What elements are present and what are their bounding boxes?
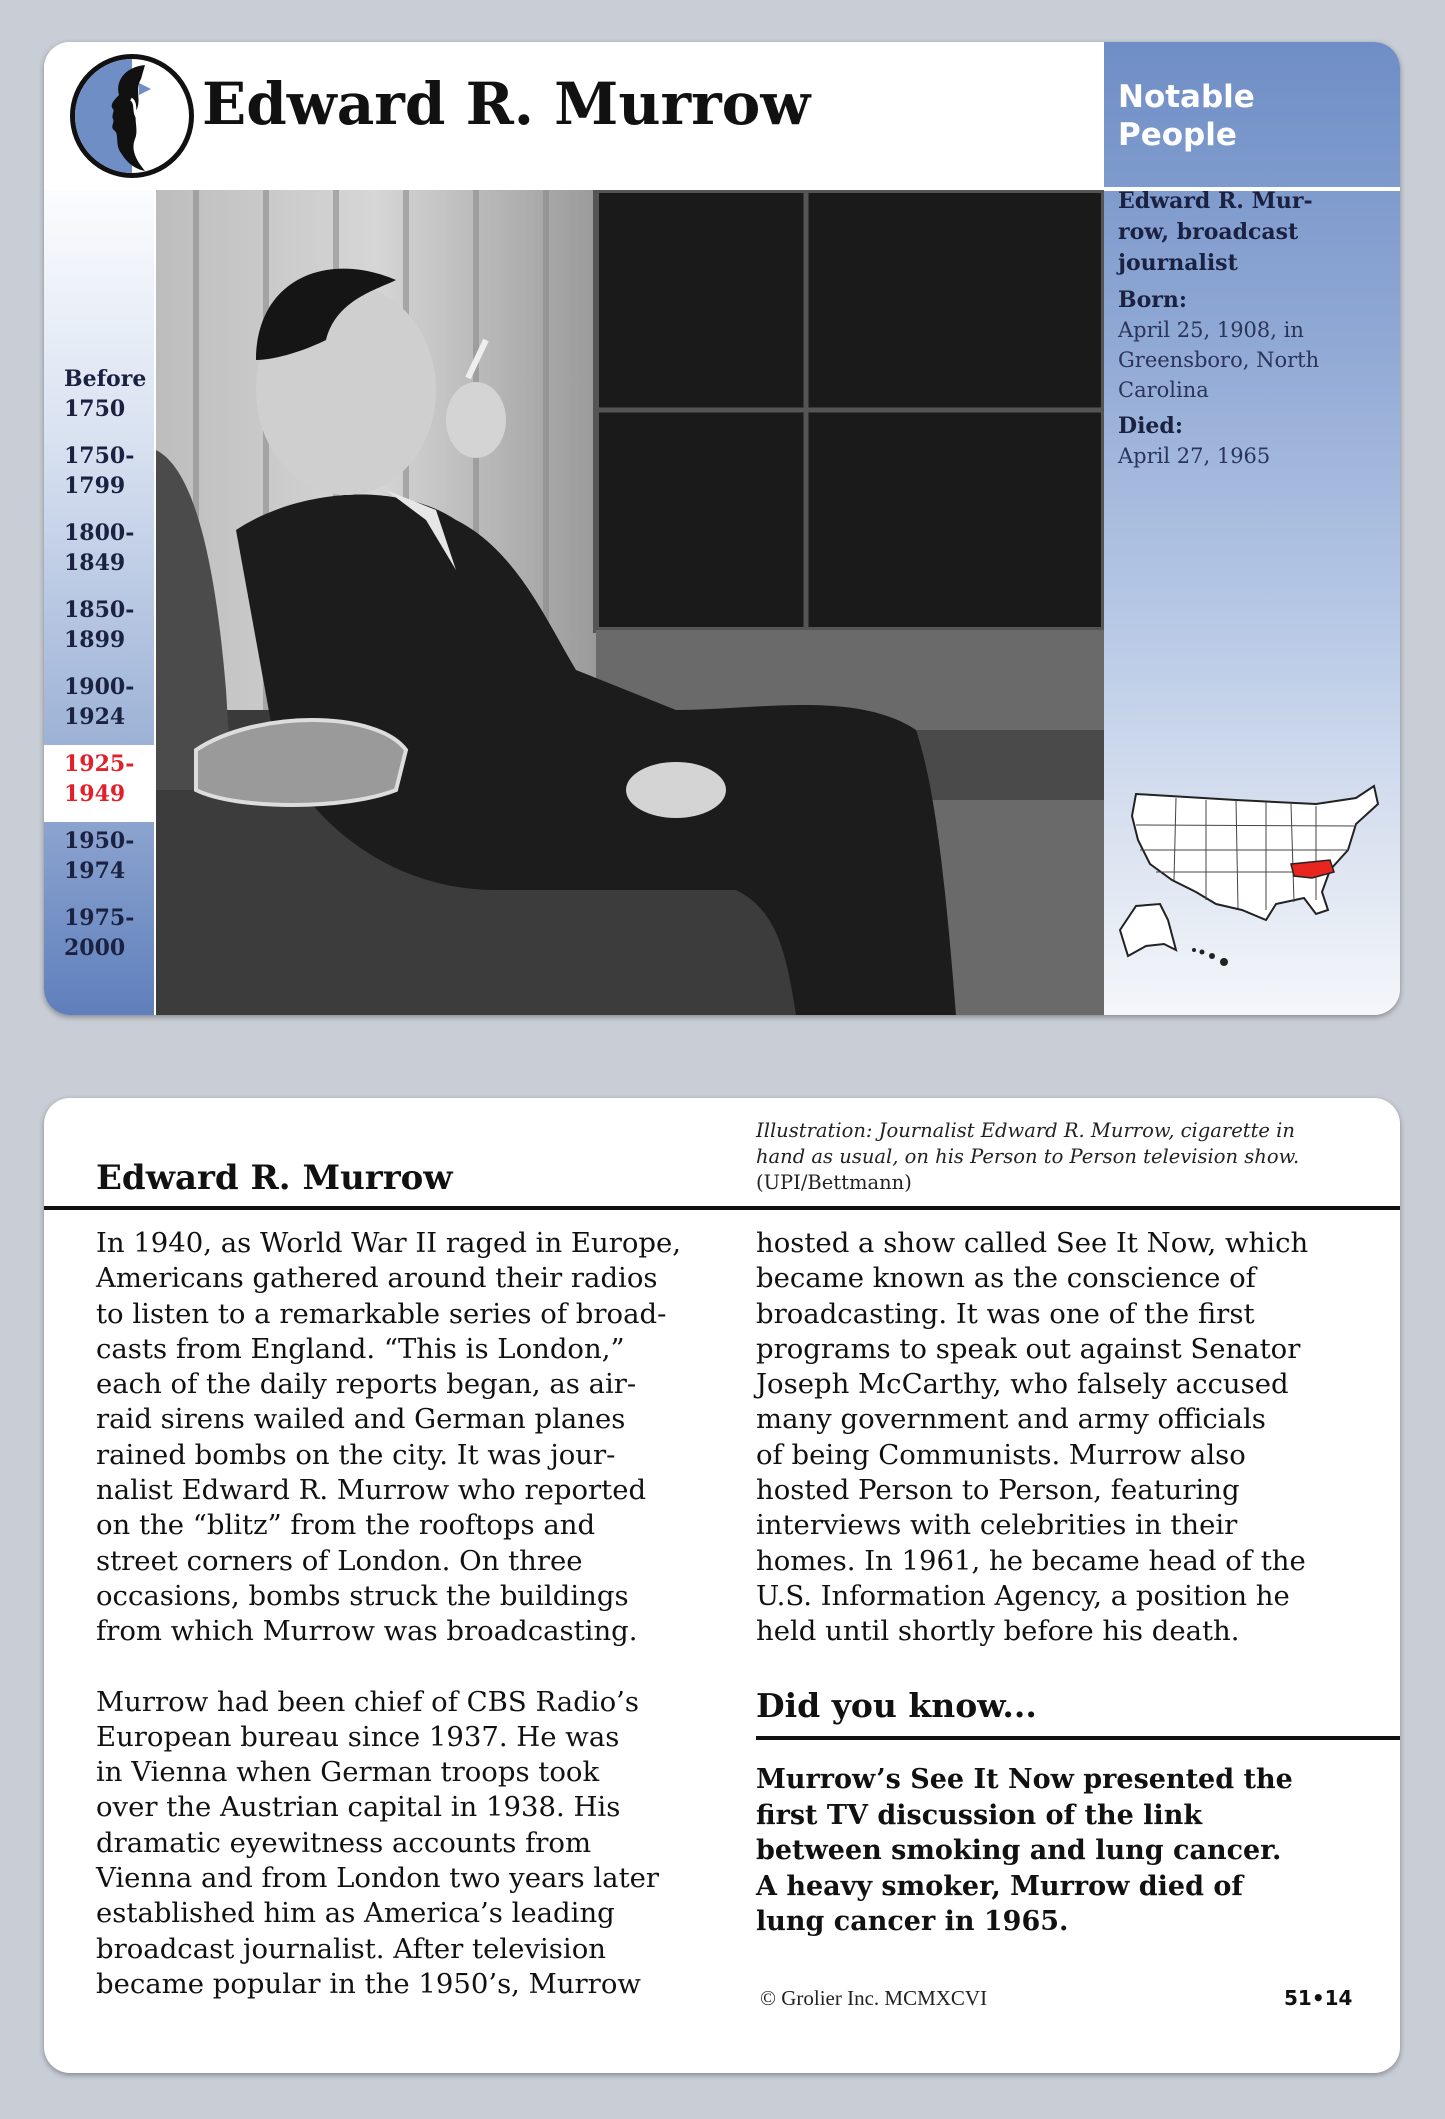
- timeline-period: 1975- 2000: [64, 905, 135, 961]
- person-description: Edward R. Mur- row, broadcast journalist: [1118, 188, 1313, 276]
- body-line: broadcast journalist. After television: [96, 1932, 606, 1965]
- body-column-left: [96, 1226, 686, 2002]
- us-map-icon: [1116, 780, 1388, 970]
- copyright: © Grolier Inc. MCMXCVI: [760, 1986, 988, 2010]
- profile-logo-icon: [70, 54, 194, 178]
- card-title: Edward R. Murrow: [202, 70, 811, 138]
- body-line: European bureau since 1937. He was: [96, 1720, 620, 1753]
- front-card: [44, 42, 1400, 1015]
- timeline-period: 1800- 1849: [64, 520, 135, 576]
- timeline: [44, 360, 154, 976]
- body-line: nalist Edward R. Murrow who reported: [96, 1474, 647, 1507]
- body-line: Joseph McCarthy, who falsely accused: [756, 1368, 1289, 1401]
- divider: [756, 1736, 1400, 1740]
- body-line: to listen to a remarkable series of broad-: [96, 1297, 667, 1330]
- body-line: programs to speak out against Senator: [756, 1332, 1301, 1365]
- body-line: over the Austrian capital in 1938. His: [96, 1791, 621, 1824]
- body-line: Vienna and from London two years later: [96, 1862, 660, 1895]
- portrait-photo: [156, 190, 1104, 1015]
- body-line: interviews with celebrities in their: [756, 1509, 1238, 1542]
- body-column-right: [756, 1226, 1366, 1650]
- body-line: established him as America’s leading: [96, 1897, 615, 1930]
- timeline-period-active: 1925- 1949: [44, 745, 154, 822]
- timeline-period: 1950- 1974: [64, 828, 135, 884]
- photo-caption: Illustration: Journalist Edward R. Murrow, cigarette in hand as usual, on his Person to Person television show. (UPI/Bettmann): [756, 1119, 1300, 1194]
- body-line: of being Communists. Murrow also: [756, 1438, 1246, 1471]
- body-line: became known as the conscience of: [756, 1262, 1256, 1295]
- body-line: occasions, bombs struck the buildings: [96, 1579, 629, 1612]
- body-line: hosted Person to Person, featuring: [756, 1474, 1240, 1507]
- body-line: U.S. Information Agency, a position he: [756, 1579, 1290, 1612]
- body-line: Americans gathered around their radios: [96, 1262, 658, 1295]
- body-line: on the “blitz” from the rooftops and: [96, 1509, 596, 1542]
- timeline-period: 1750- 1799: [64, 443, 135, 499]
- body-line: broadcasting. It was one of the first: [756, 1297, 1255, 1330]
- body-line: dramatic eyewitness accounts from: [96, 1826, 592, 1859]
- timeline-period: 1900- 1924: [64, 674, 135, 730]
- body-line: held until shortly before his death.: [756, 1615, 1240, 1648]
- body-line: many government and army officials: [756, 1403, 1266, 1436]
- body-line: In 1940, as World War II raged in Europe,: [96, 1227, 682, 1259]
- divider: [44, 1206, 1400, 1210]
- did-you-know-text: Murrow’s See It Now presented the first TV discussion of the link between smoking and lung cancer. A heavy smoker, Murrow died of lung cancer in 1965.: [756, 1764, 1293, 1937]
- died-value: April 27, 1965: [1118, 444, 1271, 468]
- died-label: Died:: [1118, 413, 1183, 439]
- body-line: street corners of London. On three: [96, 1544, 583, 1577]
- body-line: in Vienna when German troops took: [96, 1756, 600, 1789]
- body-line: Murrow had been chief of CBS Radio’s: [96, 1685, 640, 1718]
- back-title: Edward R. Murrow: [96, 1158, 453, 1198]
- category-label: Notable People: [1118, 79, 1255, 153]
- body-line: each of the daily reports began, as air-: [96, 1368, 637, 1401]
- born-value: April 25, 1908, in Greensboro, North Carolina: [1118, 318, 1320, 402]
- card-number: 51•14: [1284, 1986, 1353, 2010]
- body-line: homes. In 1961, he became head of the: [756, 1544, 1306, 1577]
- timeline-period: 1850- 1899: [64, 597, 135, 653]
- body-line: raid sirens wailed and German planes: [96, 1403, 626, 1436]
- body-line: hosted a show called See It Now, which: [756, 1227, 1309, 1259]
- info-panel: [1104, 42, 1400, 1015]
- body-line: casts from England. “This is London,”: [96, 1332, 625, 1365]
- body-line: rained bombs on the city. It was jour-: [96, 1438, 616, 1471]
- did-you-know-heading: Did you know...: [756, 1686, 1037, 1725]
- back-card: [44, 1098, 1400, 2073]
- born-label: Born:: [1118, 287, 1187, 313]
- timeline-period: Before 1750: [64, 366, 147, 422]
- body-line: became popular in the 1950’s, Murrow: [96, 1967, 641, 2000]
- body-line: from which Murrow was broadcasting.: [96, 1615, 638, 1648]
